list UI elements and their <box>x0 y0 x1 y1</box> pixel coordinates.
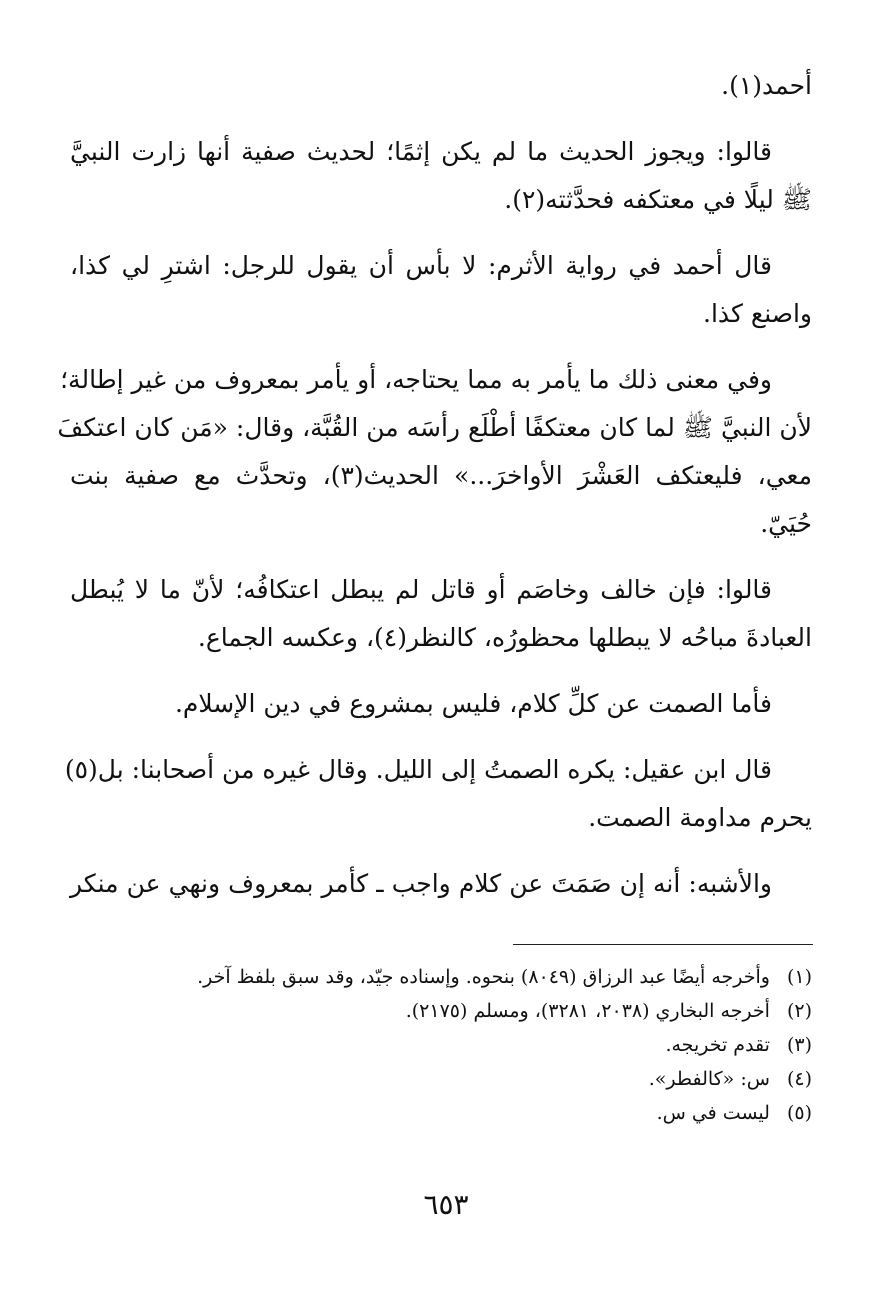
text-line: والأشبه: أنه إن صَمَتَ عن كلام واجب ـ كأمر بمعروف ونهي عن منكر <box>70 869 772 898</box>
text-line: قالوا: ويجوز الحديث ما لم يكن إثمًا؛ لحديث صفية أنها زارت النبيَّ <box>70 137 772 166</box>
text-line: يحرم مداومة الصمت. <box>588 803 812 832</box>
paragraph-5 <box>70 566 812 662</box>
footnote-text: تقدم تخريجه. <box>665 1034 770 1056</box>
footnote-3 <box>70 1028 812 1062</box>
text-line: قال أحمد في رواية الأثرم: لا بأس أن يقول للرجل: اشترِ لي كذا، <box>70 251 772 280</box>
footnote-number: (٤) <box>786 1068 812 1090</box>
text-line: معي، فليعتكف العَشْرَ الأواخرَ...» الحديث(٣)، وتحدَّث مع صفية بنت <box>70 461 812 490</box>
paragraph-2 <box>70 128 812 224</box>
footnote-number: (٢) <box>786 1000 812 1022</box>
page-body <box>57 62 812 926</box>
text-line: وفي معنى ذلك ما يأمر به مما يحتاجه، أو يأمر بمعروف من غير إطالة؛ <box>60 365 772 394</box>
footnote-number: (٥) <box>786 1102 812 1124</box>
footnote-text: أخرجه البخاري (٢٠٣٨، ٣٢٨١)، ومسلم (٢١٧٥). <box>405 1000 770 1022</box>
text-line: واصنع كذا. <box>703 299 812 328</box>
footnote-5 <box>70 1096 812 1130</box>
footnote-divider <box>513 944 813 945</box>
footnotes <box>70 960 812 1130</box>
paragraph-7 <box>64 746 812 842</box>
paragraph-1 <box>70 62 812 110</box>
paragraph-3 <box>70 242 812 338</box>
footnote-1 <box>70 960 812 994</box>
footnote-number: (١) <box>786 966 812 988</box>
text-line: قال ابن عقيل: يكره الصمتُ إلى الليل. وقال غيره من أصحابنا: بل(٥) <box>64 755 772 784</box>
text-line: ﷺ ليلًا في معتكفه فحدَّثته(٢). <box>504 185 812 214</box>
text-line: لأن النبيَّ ﷺ لما كان معتكفًا أطْلَع رأسَه من القُبَّة، وقال: «مَن كان اعتكفَ <box>57 413 812 442</box>
paragraph-4 <box>57 356 812 548</box>
text-line: فأما الصمت عن كلِّ كلام، فليس بمشروع في دين الإسلام. <box>174 689 772 718</box>
footnote-4 <box>70 1062 812 1096</box>
footnote-number: (٣) <box>786 1034 812 1056</box>
text-line: العبادةَ مباحُه لا يبطلها محظورُه، كالنظر(٤)، وعكسه الجماع. <box>197 623 812 652</box>
footnote-text: وأخرجه أيضًا عبد الرزاق (٨٠٤٩) بنحوه. وإسناده جيّد، وقد سبق بلفظ آخر. <box>197 966 770 988</box>
page-number: ٦٥٣ <box>423 1188 469 1221</box>
footnote-text: س: «كالفطر». <box>648 1068 770 1090</box>
footnote-text: ليست في س. <box>656 1102 770 1124</box>
footnote-2 <box>70 994 812 1028</box>
paragraph-6 <box>70 680 812 728</box>
text-line: قالوا: فإن خالف وخاصَم أو قاتل لم يبطل اعتكافُه؛ لأنّ ما لا يُبطل <box>70 575 772 604</box>
paragraph-8 <box>70 860 812 908</box>
text-line: أحمد(١). <box>721 71 812 100</box>
text-line: حُيَيّ. <box>760 509 812 538</box>
